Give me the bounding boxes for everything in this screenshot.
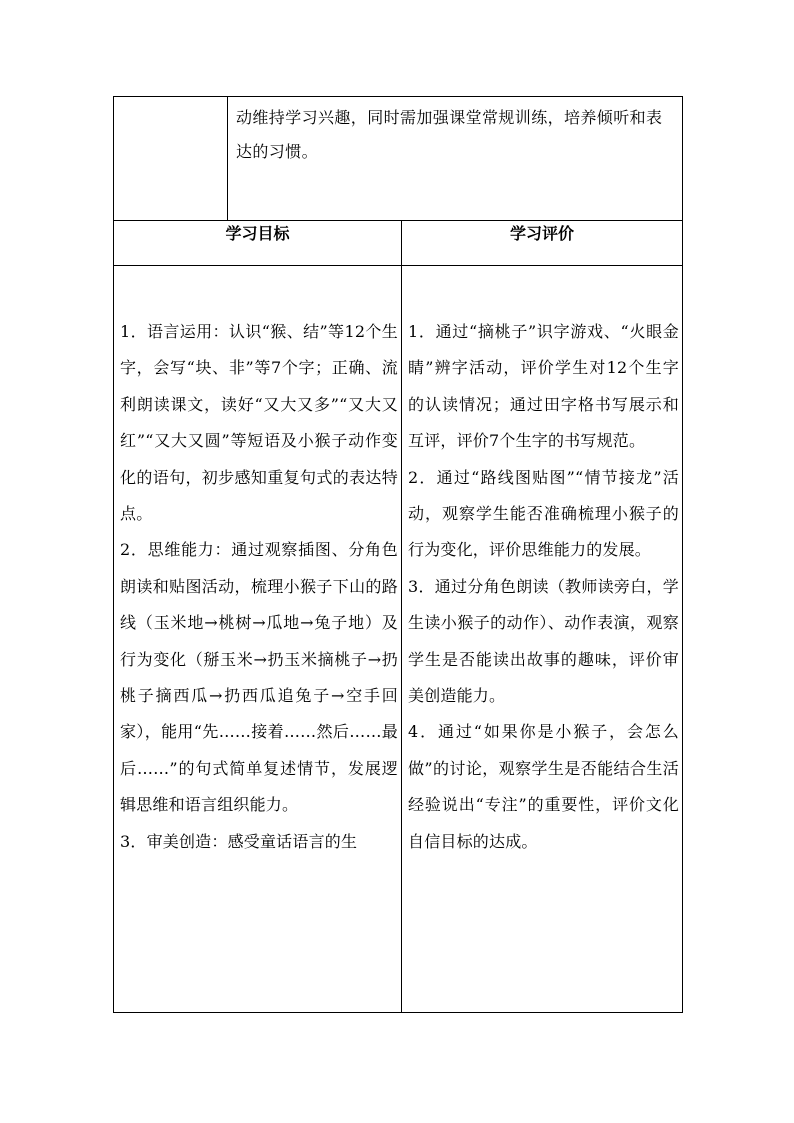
evaluation-list	[402, 266, 682, 860]
objectives-list	[114, 266, 401, 860]
objective-item: 2．思维能力：通过观察插图、分角色朗读和贴图活动，梳理小猴子下山的路线（玉米地→桃树→瓜地→兔子地）及行为变化（掰玉米→扔玉米摘桃子→扔桃子摘西瓜→扔西瓜追兔子→空手回家），能用“先……接着……然后……最后……”的句式简单复述情节，发展逻辑思维和语言组织能力。	[120, 540, 398, 815]
continuation-label-cell	[114, 97, 228, 221]
lesson-plan-table	[113, 96, 683, 1013]
content-row	[114, 266, 683, 1013]
evaluation-item: 1．通过“摘桃子”识字游戏、“火眼金睛”辨字活动，评价学生对12个生字的认读情况；通过田字格书写展示和互评，评价7个生字的书写规范。	[408, 322, 679, 451]
objective-item: 3．审美创造：感受童话语言的生	[120, 831, 358, 851]
objectives-cell	[114, 266, 402, 1013]
evaluation-item: 2．通过“路线图贴图”“情节接龙”活动，观察学生能否准确梳理小猴子的行为变化，评价思维能力的发展。	[408, 467, 679, 560]
continuation-row	[114, 97, 683, 221]
header-evaluation: 学习评价	[402, 221, 683, 266]
continuation-text-cell	[228, 97, 683, 221]
evaluation-item: 3．通过分角色朗读（教师读旁白，学生读小猴子的动作）、动作表演，观察学生是否能读出故事的趣味，评价审美创造能力。	[408, 576, 679, 706]
objective-item: 1．语言运用：认识“猴、结”等12个生字，会写“块、非”等7个字；正确、流利朗读课文，读好“又大又多”“又大又红”“又大又圆”等短语及小猴子动作变化的语句，初步感知重复句式的表达特点。	[120, 322, 398, 524]
evaluation-cell	[402, 266, 683, 1013]
header-objectives: 学习目标	[114, 221, 402, 266]
evaluation-item: 4．通过“如果你是小猴子，会怎么做”的讨论，观察学生是否能结合生活经验说出“专注”的重要性，评价文化自信目标的达成。	[408, 722, 679, 851]
header-row	[114, 221, 683, 266]
continuation-text: 动维持学习兴趣，同时需加强课堂常规训练，培养倾听和表达的习惯。	[236, 108, 663, 161]
